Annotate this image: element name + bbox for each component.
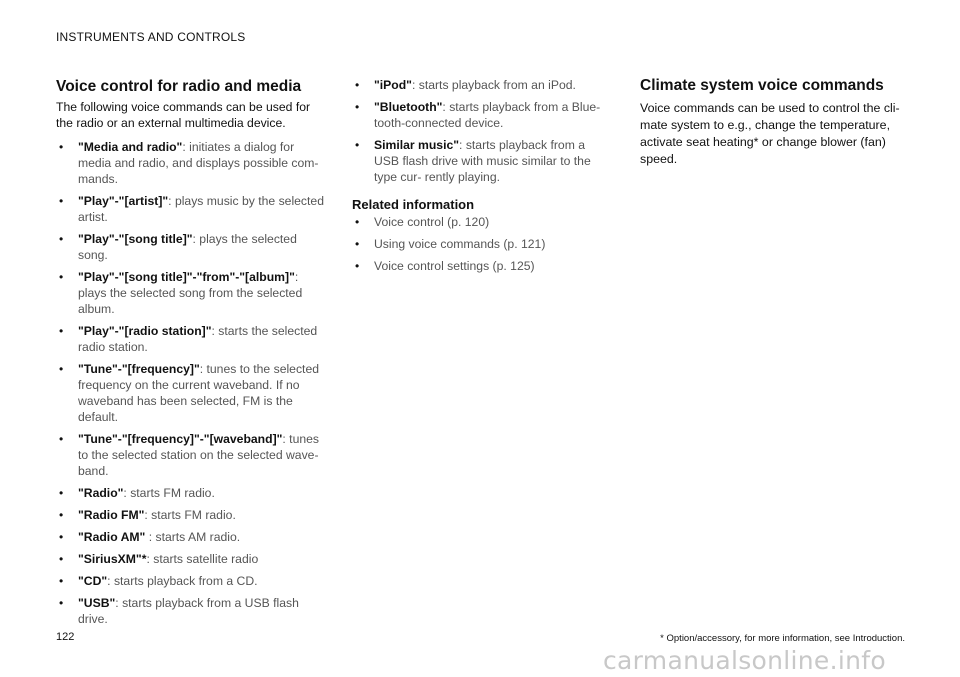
command-description: : initiates a dialog for media and radio, and displays possible com- mands. xyxy=(78,140,319,186)
voice-command-item xyxy=(56,529,324,545)
command-description: : starts AM radio. xyxy=(145,530,241,544)
command-phrase: "Radio" xyxy=(78,486,124,500)
command-description: : starts FM radio. xyxy=(123,486,215,500)
related-link-text[interactable]: Voice control (p. 120) xyxy=(374,215,490,229)
related-link-item[interactable] xyxy=(352,214,610,230)
voice-command-item xyxy=(352,99,610,131)
command-description: : starts FM radio. xyxy=(144,508,236,522)
command-phrase: Similar music" xyxy=(374,138,460,152)
bullet-icon: • xyxy=(59,140,64,154)
bullet-icon: • xyxy=(355,100,360,114)
command-description: : plays the selected song from the selected album. xyxy=(78,270,303,316)
command-phrase: "Play"-"[artist]" xyxy=(78,194,169,208)
related-link-text[interactable]: Voice control settings (p. 125) xyxy=(374,259,535,273)
related-link-item[interactable] xyxy=(352,236,610,252)
right-column xyxy=(640,77,908,168)
voice-command-item xyxy=(56,193,324,225)
command-description: : starts playback from a USB flash drive. xyxy=(78,596,299,626)
bullet-icon: • xyxy=(59,596,64,610)
voice-command-item xyxy=(56,431,324,479)
watermark: carmanualsonline.info xyxy=(603,646,886,675)
command-phrase: "Play"-"[song title]" xyxy=(78,232,193,246)
command-description: : plays music by the selected artist. xyxy=(78,194,324,224)
command-description: : plays the selected song. xyxy=(78,232,297,262)
bullet-icon: • xyxy=(59,486,64,500)
voice-command-item xyxy=(352,137,610,185)
voice-command-item xyxy=(56,573,324,589)
intro-paragraph: The following voice commands can be used for the radio or an external multimedia device. xyxy=(56,100,311,130)
command-phrase: "Bluetooth" xyxy=(374,100,443,114)
voice-command-item xyxy=(56,323,324,355)
command-description: : starts the selected radio station. xyxy=(78,324,318,354)
command-phrase: "Tune"-"[frequency]"-"[waveband]" xyxy=(78,432,283,446)
bullet-icon: • xyxy=(59,432,64,446)
command-description: : starts playback from a CD. xyxy=(107,574,258,588)
command-description: : starts playback from an iPod. xyxy=(411,78,576,92)
command-phrase: "SiriusXM"* xyxy=(78,552,147,566)
voice-command-item xyxy=(56,231,324,263)
command-phrase: "iPod" xyxy=(374,78,412,92)
bullet-icon: • xyxy=(59,574,64,588)
voice-command-item xyxy=(56,269,324,317)
voice-command-item xyxy=(56,361,324,425)
related-link-item[interactable] xyxy=(352,258,610,274)
command-phrase: "Tune"-"[frequency]" xyxy=(78,362,200,376)
bullet-icon: • xyxy=(355,215,360,229)
command-phrase: "USB" xyxy=(78,596,116,610)
bullet-icon: • xyxy=(355,138,360,152)
page-number: 122 xyxy=(56,631,75,643)
bullet-icon: • xyxy=(59,362,64,376)
voice-command-item xyxy=(56,507,324,523)
bullet-icon: • xyxy=(59,530,64,544)
related-link-text[interactable]: Using voice commands (p. 121) xyxy=(374,237,546,251)
left-column xyxy=(56,78,324,627)
command-phrase: "Radio AM" xyxy=(78,530,146,544)
voice-command-item xyxy=(352,77,610,93)
bullet-icon: • xyxy=(59,552,64,566)
voice-command-item xyxy=(56,551,324,567)
running-header: INSTRUMENTS AND CONTROLS xyxy=(56,30,246,44)
related-information-list xyxy=(352,214,610,274)
command-description: : tunes to the selected station on the selected wave- band. xyxy=(78,432,319,478)
command-phrase: "Media and radio" xyxy=(78,140,183,154)
section-title-voice-control-radio-media: Voice control for radio and media xyxy=(56,78,302,95)
climate-intro-paragraph: Voice commands can be used to control the cli- mate system to e.g., change the temperature, activate seat heating* or change blower (fan) speed. xyxy=(640,101,900,166)
command-description: : starts playback from a USB flash drive with music similar to the type cur- rently playing. xyxy=(374,138,591,184)
command-description: : tunes to the selected frequency on the current waveband. If no waveband has been selected, FM is the default. xyxy=(78,362,319,424)
bullet-icon: • xyxy=(59,508,64,522)
voice-command-list xyxy=(56,139,324,627)
related-information-heading: Related information xyxy=(352,197,475,212)
voice-command-item xyxy=(56,139,324,187)
bullet-icon: • xyxy=(59,270,64,284)
bullet-icon: • xyxy=(355,259,360,273)
command-phrase: "Play"-"[song title]"-"from"-"[album]" xyxy=(78,270,295,284)
command-description: : starts satellite radio xyxy=(146,552,259,566)
footnote: * Option/accessory, for more information, see Introduction. xyxy=(660,633,905,644)
voice-command-item xyxy=(56,595,324,627)
bullet-icon: • xyxy=(59,324,64,338)
voice-command-list-continued xyxy=(352,77,610,185)
command-phrase: "Play"-"[radio station]" xyxy=(78,324,212,338)
bullet-icon: • xyxy=(355,78,360,92)
bullet-icon: • xyxy=(59,232,64,246)
command-description: : starts playback from a Blue- tooth-connected device. xyxy=(374,100,601,130)
voice-command-item xyxy=(56,485,324,501)
bullet-icon: • xyxy=(355,237,360,251)
middle-column xyxy=(352,77,610,274)
command-phrase: "Radio FM" xyxy=(78,508,145,522)
bullet-icon: • xyxy=(59,194,64,208)
command-phrase: "CD" xyxy=(78,574,108,588)
section-title-climate-voice-commands: Climate system voice commands xyxy=(640,77,884,94)
